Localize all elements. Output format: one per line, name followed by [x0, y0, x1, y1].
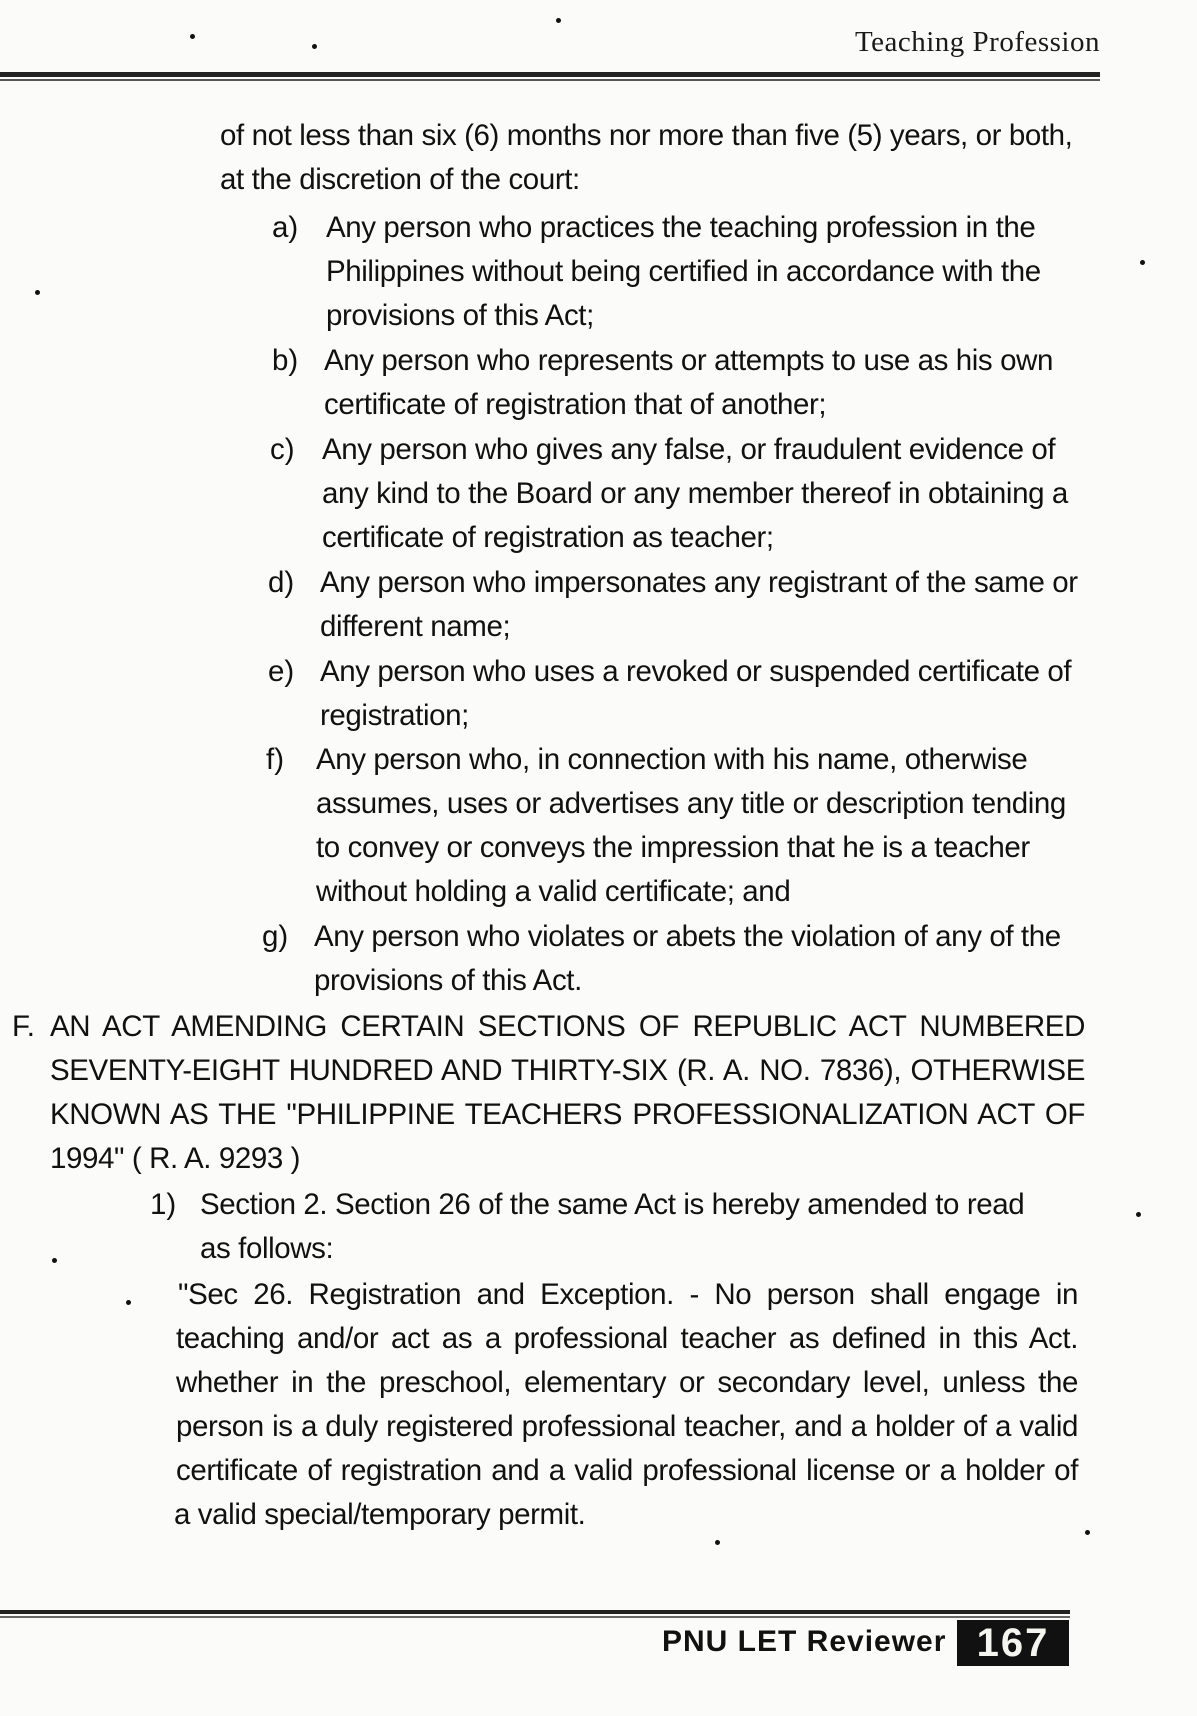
list-item-label: c): [270, 433, 295, 466]
list-item-label: e): [268, 655, 295, 688]
scan-speck: [190, 34, 195, 39]
list-item-label: g): [262, 920, 289, 953]
quote-line: teaching and/or act as a professional teacher as defined in this Act.: [176, 1322, 1078, 1355]
scan-speck: [1136, 1212, 1141, 1217]
numbered-item-line: Section 2. Section 26 of the same Act is hereby amended to read: [200, 1188, 1025, 1221]
quote-line: person is a duly registered professional teacher, and a holder of a valid: [176, 1410, 1078, 1443]
section-f-line: SEVENTY-EIGHT HUNDRED AND THIRTY-SIX (R. A. NO. 7836), OTHERWISE: [50, 1054, 1085, 1087]
list-item-line: provisions of this Act.: [314, 964, 582, 997]
list-item-line: registration;: [320, 699, 469, 732]
section-f-label: F.: [12, 1010, 35, 1043]
scan-speck: [715, 1540, 720, 1545]
list-item-label: b): [272, 344, 299, 377]
scan-speck: [35, 290, 40, 295]
list-item-line: Any person who, in connection with his name, otherwise: [316, 743, 1028, 776]
intro-line: at the discretion of the court:: [220, 163, 580, 196]
numbered-item-line: as follows:: [200, 1232, 334, 1265]
header-rule: [0, 72, 1100, 77]
list-item-line: Any person who impersonates any registrant of the same or: [320, 566, 1078, 599]
list-item-line: certificate of registration that of another;: [324, 388, 827, 421]
list-item-label: f): [266, 743, 285, 776]
running-header-title: Teaching Profession: [854, 26, 1100, 58]
header-rule-thin: [0, 79, 1100, 81]
scan-speck: [52, 1258, 57, 1263]
page-number: 167: [957, 1620, 1069, 1666]
list-item-line: provisions of this Act;: [326, 299, 594, 332]
list-item-line: Philippines without being certified in accordance with the: [326, 255, 1041, 288]
scan-speck: [312, 44, 317, 49]
list-item-line: different name;: [320, 610, 511, 643]
list-item-label: a): [272, 211, 299, 244]
scan-speck: [1085, 1530, 1090, 1535]
list-item-line: certificate of registration as teacher;: [322, 521, 774, 554]
list-item-line: to convey or conveys the impression that he is a teacher: [316, 831, 1030, 864]
scan-speck: [126, 1300, 131, 1305]
list-item-line: without holding a valid certificate; and: [316, 875, 791, 908]
quote-line: whether in the preschool, elementary or secondary level, unless the: [176, 1366, 1078, 1399]
list-item-line: Any person who uses a revoked or suspended certificate of: [320, 655, 1072, 688]
list-item-line: Any person who gives any false, or fraudulent evidence of: [322, 433, 1056, 466]
list-item-line: Any person who practices the teaching profession in the: [326, 211, 1036, 244]
intro-line: of not less than six (6) months nor more than five (5) years, or both,: [220, 119, 1073, 152]
scan-speck: [556, 18, 561, 23]
footer-rule: [0, 1610, 1070, 1614]
list-item-line: assumes, uses or advertises any title or description tending: [316, 787, 1066, 820]
footer-rule-thin: [0, 1616, 1070, 1618]
footer-publication: PNU LET Reviewer: [662, 1625, 947, 1658]
numbered-item-label: 1): [150, 1188, 177, 1221]
quote-line: a valid special/temporary permit.: [174, 1498, 586, 1531]
scan-speck: [1140, 260, 1145, 265]
section-f-line: KNOWN AS THE "PHILIPPINE TEACHERS PROFESSIONALIZATION ACT OF: [50, 1098, 1085, 1131]
list-item-line: any kind to the Board or any member thereof in obtaining a: [322, 477, 1068, 510]
list-item-line: Any person who represents or attempts to use as his own: [324, 344, 1053, 377]
quote-line: certificate of registration and a valid professional license or a holder of: [176, 1454, 1078, 1487]
section-f-line: AN ACT AMENDING CERTAIN SECTIONS OF REPUBLIC ACT NUMBERED: [50, 1010, 1085, 1043]
list-item-line: Any person who violates or abets the violation of any of the: [314, 920, 1061, 953]
list-item-label: d): [268, 566, 295, 599]
section-f-line: 1994" ( R. A. 9293 ): [50, 1142, 301, 1175]
quote-line: "Sec 26. Registration and Exception. - No person shall engage in: [178, 1278, 1078, 1311]
